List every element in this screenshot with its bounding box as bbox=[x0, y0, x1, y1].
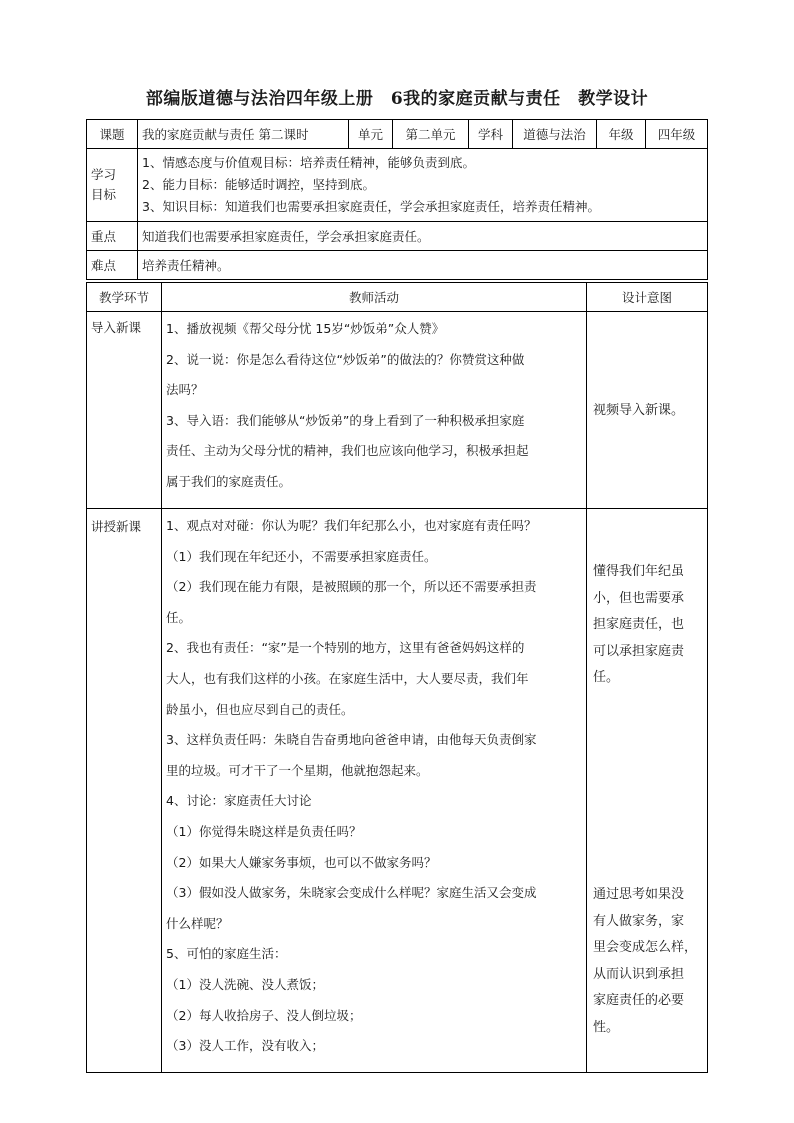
activity-line: （2）我们现在能力有限，是被照顾的那一个，所以还不需要承担责 bbox=[166, 579, 537, 595]
topic-value: 我的家庭贡献与责任 第二课时 bbox=[138, 120, 349, 149]
intent-line: 从而认识到承担 bbox=[593, 966, 685, 982]
new-activity bbox=[162, 509, 587, 1073]
activity-line: 2、我也有责任：“家”是一个特别的地方，这里有爸爸妈妈这样的 bbox=[166, 640, 525, 656]
topic-row bbox=[87, 120, 708, 149]
difficulty-value: 培养责任精神。 bbox=[138, 251, 708, 280]
activity-line: （3）没人工作，没有收入； bbox=[166, 1038, 324, 1054]
key-point-row bbox=[87, 222, 708, 251]
document-title: 部编版道德与法治四年级上册 6我的家庭贡献与责任 教学设计 bbox=[145, 89, 649, 109]
grade-label: 年级 bbox=[597, 120, 646, 149]
teaching-process-table bbox=[86, 282, 708, 1073]
goal-item: 1、情感态度与价值观目标：培养责任精神，能够负责到底。 bbox=[142, 155, 475, 170]
header-stage: 教学环节 bbox=[87, 283, 162, 312]
header-intent: 设计意图 bbox=[587, 283, 708, 312]
intent-line: 有人做家务，家 bbox=[593, 913, 685, 929]
goals-label bbox=[87, 149, 138, 222]
intro-stage: 导入新课 bbox=[87, 312, 162, 509]
activity-line: 1、播放视频《帮父母分忧 15岁“炒饭弟”众人赞》 bbox=[166, 321, 445, 336]
activity-line: （2）如果大人嫌家务事烦，也可以不做家务吗？ bbox=[166, 854, 437, 870]
intent-block-2 bbox=[593, 882, 703, 1041]
activity-line: （1）我们现在年纪还小，不需要承担家庭责任。 bbox=[166, 548, 437, 564]
unit-value: 第二单元 bbox=[393, 120, 469, 149]
activity-line: 里的垃圾。可才干了一个星期，他就抱怨起来。 bbox=[166, 762, 429, 778]
activity-line: 3、这样负责任吗：朱晓自告奋勇地向爸爸申请，由他每天负责倒家 bbox=[166, 732, 537, 748]
activity-line: 属于我们的家庭责任。 bbox=[166, 473, 292, 489]
intent-line: 担家庭责任，也 bbox=[593, 617, 685, 632]
activity-line: 龄虽小，但也应尽到自己的责任。 bbox=[166, 701, 354, 717]
intent-line: 家庭责任的必要 bbox=[593, 993, 685, 1008]
intent-line: 可以承担家庭责 bbox=[593, 643, 685, 659]
goals-list bbox=[138, 149, 708, 222]
lesson-info-table bbox=[86, 119, 708, 280]
new-intent bbox=[587, 509, 708, 1073]
intent-block-1 bbox=[593, 559, 703, 692]
key-value: 知道我们也需要承担家庭责任，学会承担家庭责任。 bbox=[138, 222, 708, 251]
process-header-row bbox=[87, 283, 708, 312]
activity-line: 什么样呢？ bbox=[166, 915, 229, 931]
difficulty-row bbox=[87, 251, 708, 280]
intent-line: 通过思考如果没 bbox=[593, 887, 685, 902]
activity-line: （3）假如没人做家务，朱晓家会变成什么样呢？家庭生活又会变成 bbox=[166, 885, 537, 901]
activity-line: 5、可怕的家庭生活： bbox=[166, 946, 287, 962]
activity-line: 3、导入语：我们能够从“炒饭弟”的身上看到了一种积极承担家庭 bbox=[166, 412, 525, 428]
intent-line: 任。 bbox=[593, 670, 620, 685]
activity-line: 4、讨论：家庭责任大讨论 bbox=[166, 793, 312, 809]
goals-row bbox=[87, 149, 708, 222]
activity-line: 1、观点对对碰：你认为呢？我们年纪那么小，也对家庭有责任吗？ bbox=[166, 518, 537, 533]
activity-line: （1）你觉得朱晓这样是负责任吗？ bbox=[166, 823, 362, 839]
intent-line: 性。 bbox=[593, 1019, 620, 1035]
activity-line: 大人，也有我们这样的小孩。在家庭生活中，大人要尽责，我们年 bbox=[166, 670, 529, 686]
activity-line: 任。 bbox=[166, 609, 192, 625]
activity-line: 法吗？ bbox=[166, 382, 204, 398]
intro-row bbox=[87, 312, 708, 509]
intro-activity bbox=[162, 312, 587, 509]
activity-line: （2）每人收拾房子、没人倒垃圾； bbox=[166, 1007, 362, 1023]
intent-line: 小，但也需要承 bbox=[593, 590, 685, 606]
activity-line: 责任、主动为父母分忧的精神，我们也应该向他学习，积极承担起 bbox=[166, 443, 529, 459]
topic-label: 课题 bbox=[87, 120, 138, 149]
subject-value: 道德与法治 bbox=[513, 120, 597, 149]
intro-intent: 视频导入新课。 bbox=[587, 312, 708, 509]
difficulty-label: 难点 bbox=[87, 251, 138, 280]
key-label: 重点 bbox=[87, 222, 138, 251]
header-activity: 教师活动 bbox=[162, 283, 587, 312]
subject-label: 学科 bbox=[469, 120, 513, 149]
intent-line: 里会变成怎么样， bbox=[593, 940, 698, 955]
goals-label-line: 目标 bbox=[91, 187, 117, 202]
goal-item: 2、能力目标：能够适时调控，坚持到底。 bbox=[142, 177, 375, 192]
goal-item: 3、知识目标：知道我们也需要承担家庭责任，学会承担家庭责任，培养责任精神。 bbox=[142, 199, 600, 214]
intent-line: 懂得我们年纪虽 bbox=[593, 564, 685, 579]
new-lesson-row bbox=[87, 509, 708, 1073]
activity-line: 2、说一说：你是怎么看待这位“炒饭弟”的做法的？你赞赏这种做 bbox=[166, 351, 525, 367]
goals-label-line: 学习 bbox=[91, 167, 117, 182]
new-stage: 讲授新课 bbox=[87, 509, 162, 1073]
unit-label: 单元 bbox=[349, 120, 393, 149]
grade-value: 四年级 bbox=[646, 120, 708, 149]
activity-line: （1）没人洗碗、没人煮饭； bbox=[166, 976, 324, 992]
